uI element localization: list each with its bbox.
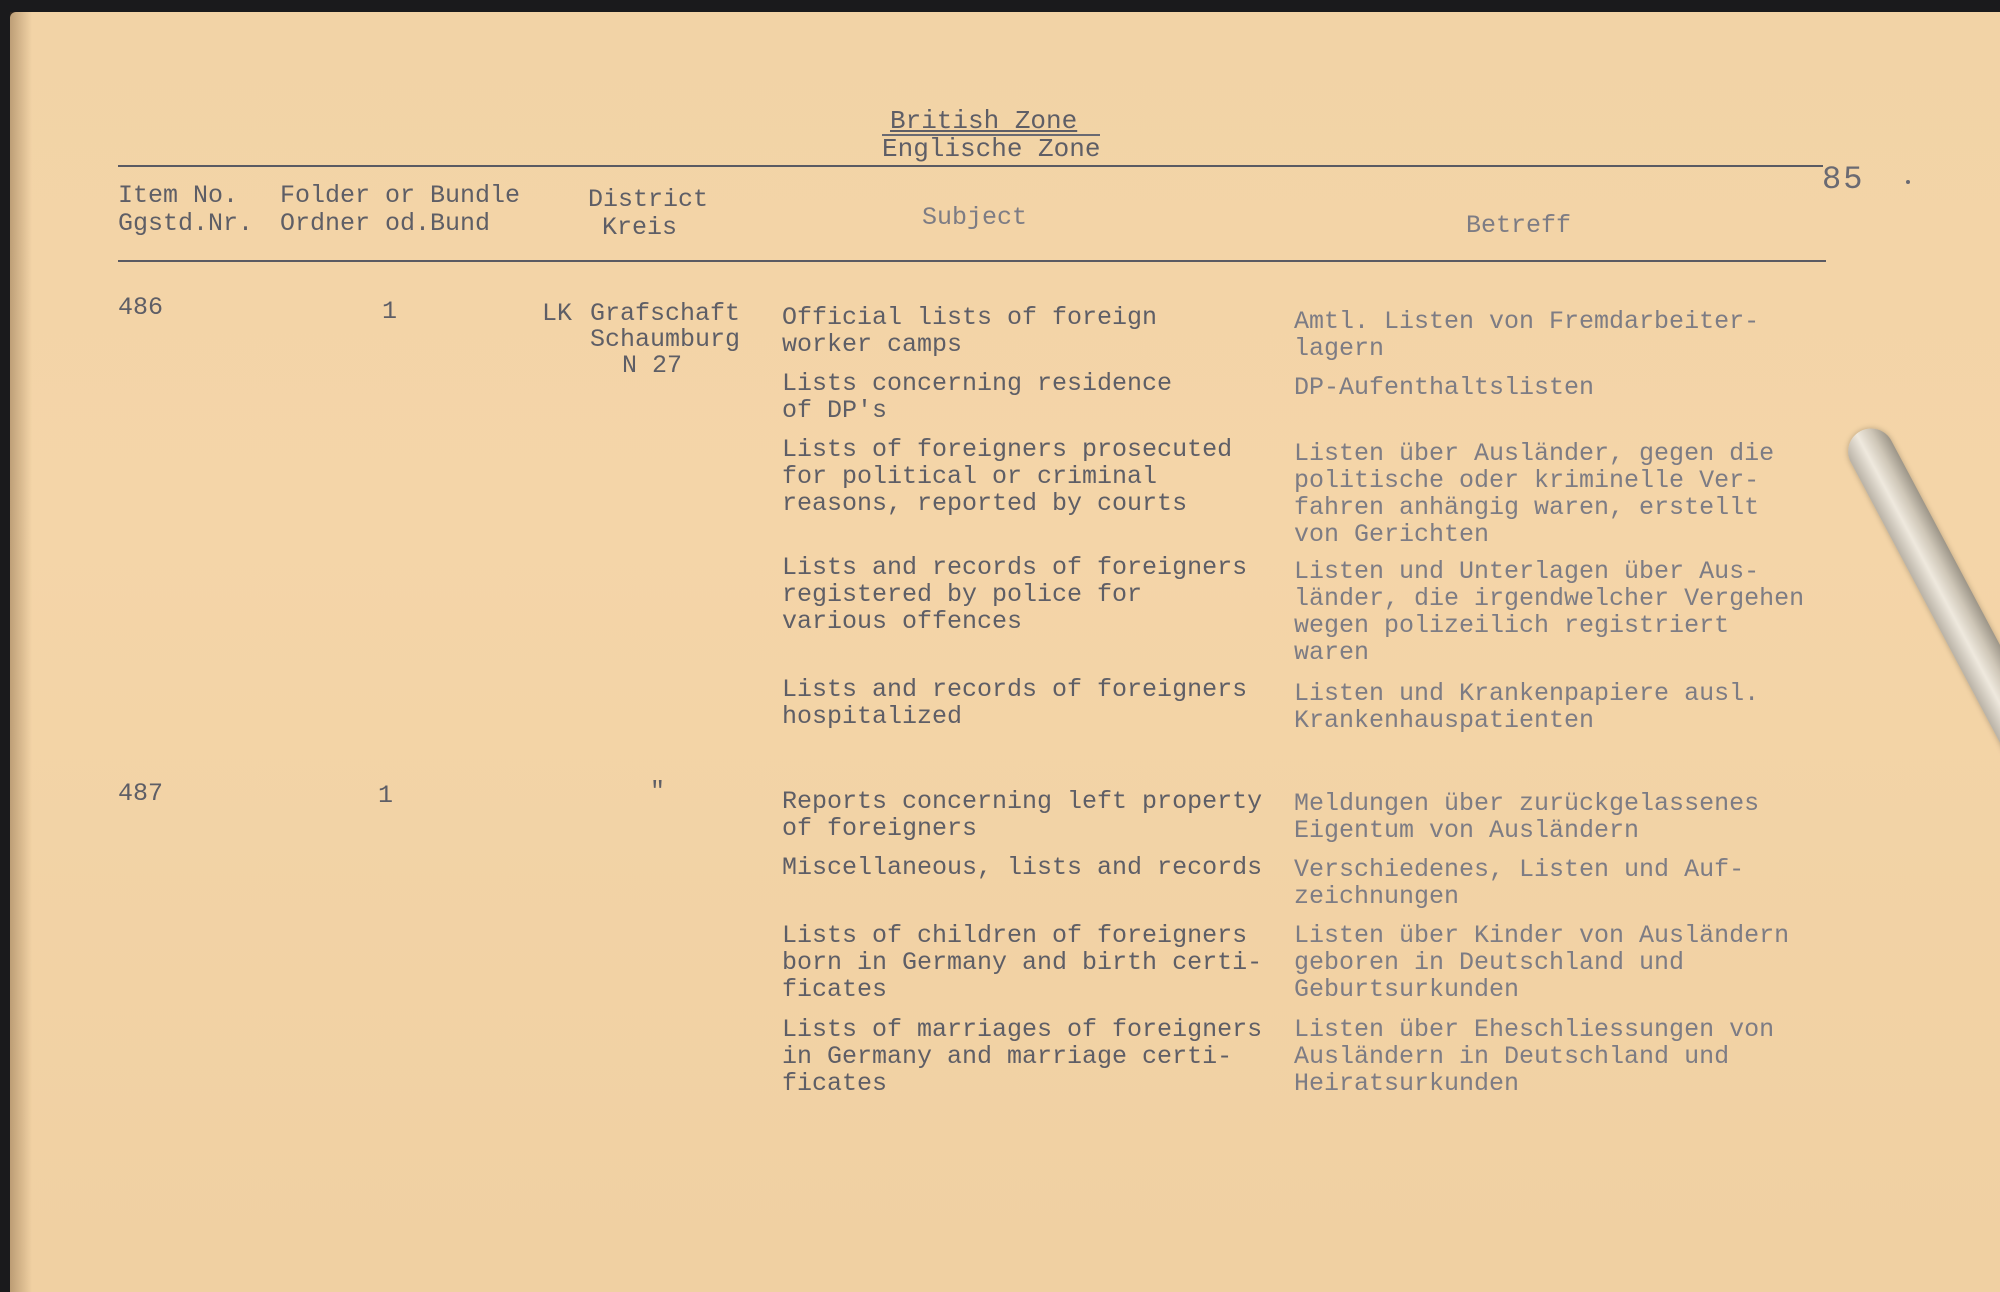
archive-page [10,12,2000,1292]
betreff-text: Listen und Krankenpapiere ausl. Krankenhauspatienten [1294,679,1760,735]
subject-text: Miscellaneous, lists and records [782,853,1263,882]
district-prefix: LK [542,299,573,328]
col-header-district-en: District [588,185,709,214]
subject-text: Lists concerning residence of DP's [782,369,1173,425]
betreff-text: Listen über Eheschliessungen von Ausländern in Deutschland und Heiratsurkunden [1294,1015,1775,1098]
district-line-3: N 27 [622,351,683,380]
col-header-item-en: Item No. [118,181,239,210]
zone-title-german: Englische Zone [882,134,1101,164]
col-header-betreff: Betreff [1466,211,1572,240]
item-number: 487 [118,779,164,808]
header-rule [118,260,1826,262]
district-ditto-mark: " [650,777,666,806]
betreff-text: Listen über Kinder von Ausländern geboren in Deutschland und Geburtsurkunden [1294,921,1790,1004]
col-header-subject: Subject [922,203,1028,232]
betreff-text: Verschiedenes, Listen und Auf- zeichnungen [1294,855,1745,911]
subject-text: Lists of foreigners prosecuted for political or criminal reasons, reported by courts [782,435,1233,518]
subject-text: Lists of marriages of foreigners in Germany and marriage certi- ficates [782,1015,1263,1098]
zone-title-english: British Zone [890,106,1078,136]
betreff-text: Meldungen über zurückgelassenes Eigentum von Ausländern [1294,789,1760,845]
subject-text: Official lists of foreign worker camps [782,303,1158,359]
col-header-folder-en: Folder or Bundle [280,181,521,210]
item-number: 486 [118,293,164,322]
folder-number: 1 [378,781,394,810]
betreff-text: Listen und Unterlagen über Aus- länder, die irgendwelcher Vergehen wegen polizeilich registriert waren [1294,557,1805,667]
page-mark-dot [1906,180,1910,184]
betreff-text: Amtl. Listen von Fremdarbeiter- lagern [1294,307,1760,363]
col-header-item-de: Ggstd.Nr. [118,209,254,238]
subject-text: Lists and records of foreigners hospitalized [782,675,1248,731]
district-line-1: Grafschaft [590,299,741,328]
betreff-text: Listen über Ausländer, gegen die politische oder kriminelle Ver- fahren anhängig waren, erstellt von Gerichten [1294,439,1775,549]
tweezer-tool [1840,420,2000,857]
district-line-2: Schaumburg [590,325,741,354]
subject-text: Reports concerning left property of foreigners [782,787,1263,843]
folder-number: 1 [382,297,398,326]
col-header-folder-de: Ordner od.Bund [280,209,491,238]
page-number: 85 [1822,161,1865,198]
subject-text: Lists and records of foreigners registered by police for various offences [782,553,1248,636]
top-rule [118,165,1823,167]
subject-text: Lists of children of foreigners born in Germany and birth certi- ficates [782,921,1263,1004]
col-header-district-de: Kreis [602,213,678,242]
betreff-text: DP-Aufenthaltslisten [1294,373,1595,402]
